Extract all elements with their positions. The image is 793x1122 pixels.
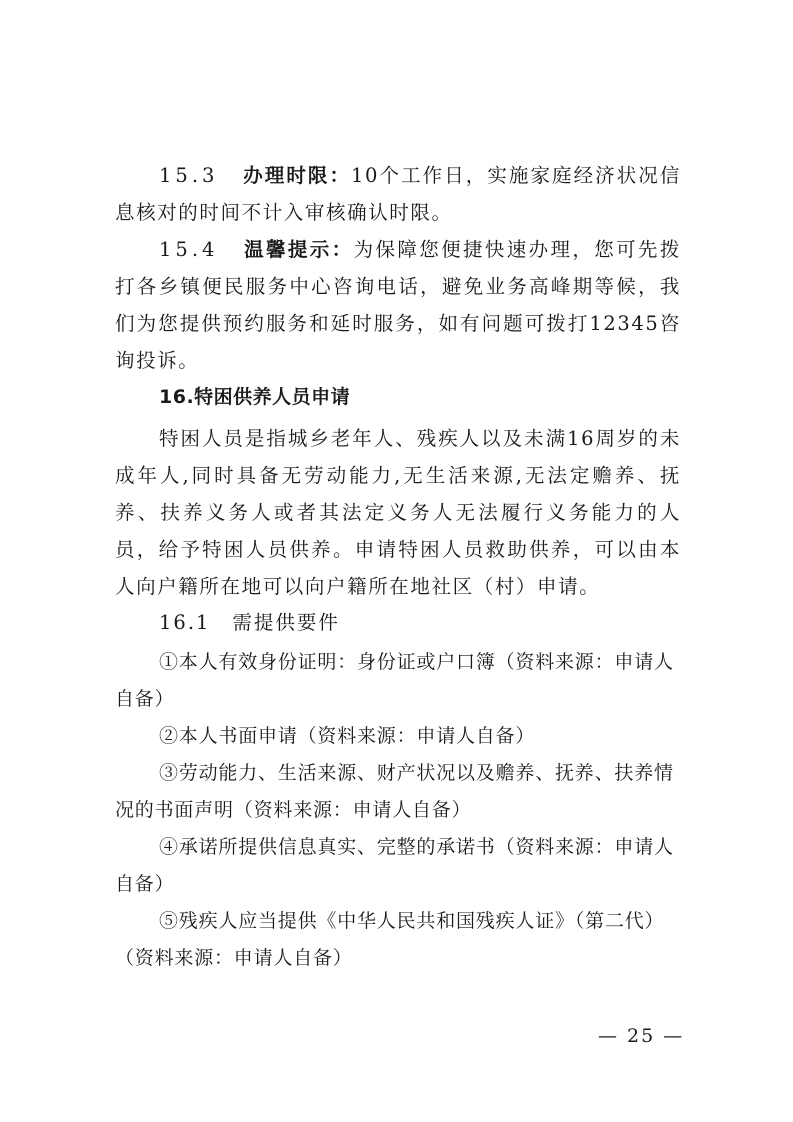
paragraph-15-3: [115, 157, 681, 231]
clause-label: 办理时限：: [243, 164, 352, 187]
paragraph-15-4: [115, 231, 681, 379]
section-intro: 特困人员是指城乡老年人、残疾人以及未满16周岁的未成年人,同时具备无劳动能力,无生活来源,无法定赡养、抚养、扶养义务人或者其法定义务人无法履行义务能力的人员，给予特困人员供养。申请特困人员救助供养，可以由本人向户籍所在地可以向户籍所在地社区（村）申请。: [115, 427, 681, 598]
clause-text: 10个工作日，实施家庭经济状况信息核对的时间不计入审核确认时限。: [115, 164, 681, 224]
sub-section-number: 16.1: [159, 611, 211, 634]
clause-number: 15.4: [159, 238, 219, 261]
clause-number: 15.3: [159, 164, 219, 187]
page-number: — 25 —: [598, 1025, 685, 1047]
sub-section-heading: [159, 607, 340, 635]
list-item: ③劳动能力、生活来源、财产状况以及赡养、抚养、扶养情况的书面声明（资料来源：申请人自备）: [115, 762, 674, 821]
sub-section-label: 需提供要件: [232, 611, 340, 634]
list-item: ④承诺所提供信息真实、完整的承诺书（资料来源：申请人自备）: [115, 836, 674, 895]
clause-text: 为保障您便捷快速办理，您可先拨打各乡镇便民服务中心咨询电话，避免业务高峰期等候，我们为您提供预约服务和延时服务，如有问题可拨打12345咨询投诉。: [115, 238, 681, 372]
clause-label: 温馨提示：: [244, 238, 354, 261]
list-item: ②本人书面申请（资料来源：申请人自备）: [159, 725, 536, 747]
list-item: ①本人有效身份证明：身份证或户口簿（资料来源：申请人自备）: [115, 651, 674, 710]
list-item: ⑤残疾人应当提供《中华人民共和国残疾人证》（第二代）（资料来源：申请人自备）: [115, 910, 665, 969]
section-heading: 16.特困供养人员申请: [159, 386, 351, 408]
